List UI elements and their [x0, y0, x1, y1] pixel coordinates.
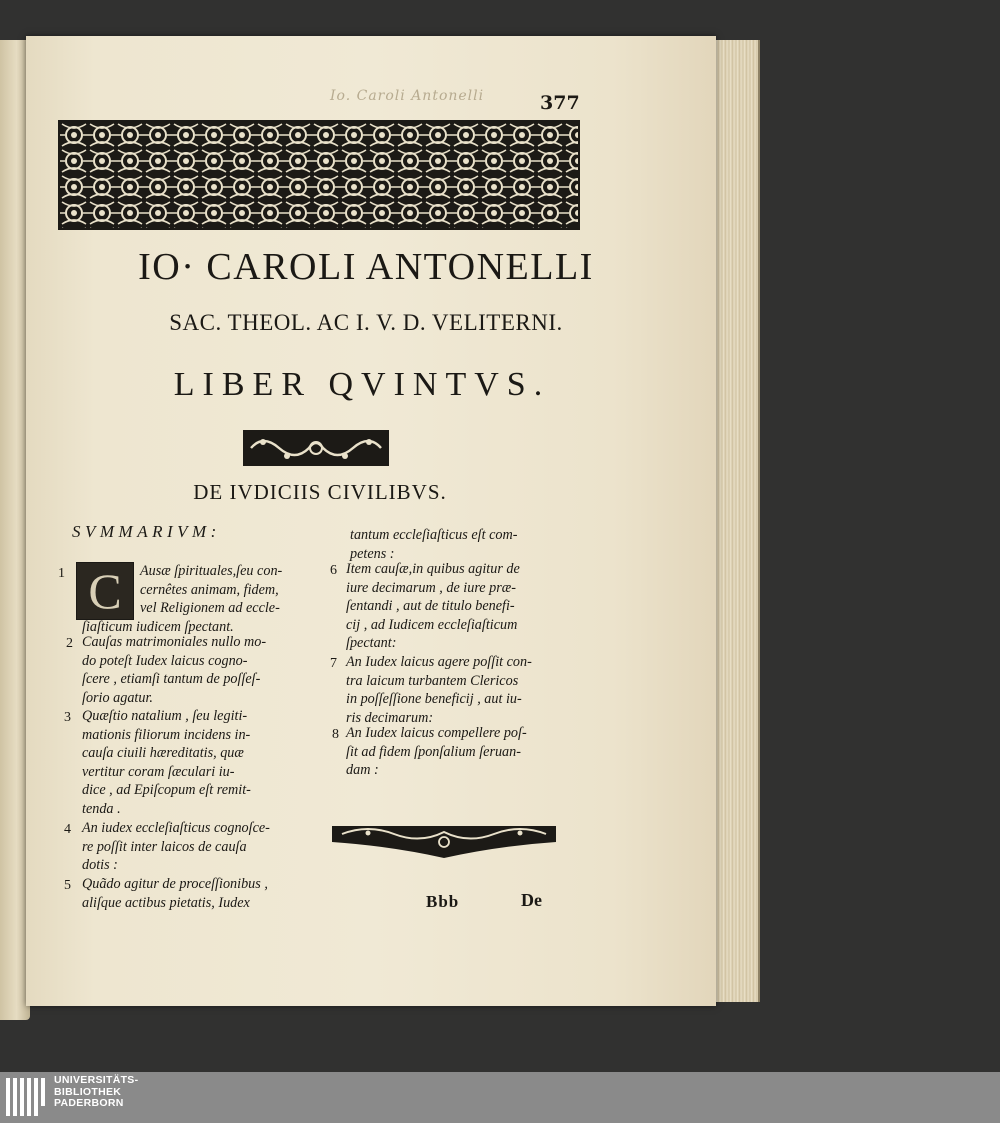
summary-line: ſentandi , aut de titulo benefi-: [346, 598, 515, 615]
summary-line: Cauſas matrimoniales nullo mo-: [82, 634, 267, 650]
drop-cap-initial: C: [76, 562, 134, 620]
summary-item-5: [82, 875, 322, 912]
summary-item-2: [82, 633, 322, 707]
summary-line: tantum eccleſiaſticus eſt com-: [350, 527, 518, 543]
small-ornament-icon: [243, 430, 389, 466]
summary-line: iure decimarum , de iure præ-: [346, 579, 516, 596]
item-number: 1: [58, 566, 65, 581]
book-title: LIBER QVINTVS.: [173, 366, 551, 403]
summary-line: ris decimarum:: [346, 709, 434, 726]
catchword: De: [521, 890, 542, 910]
ornament-header-band: [58, 120, 580, 230]
summary-line: ſorio agatur.: [82, 689, 153, 706]
summary-item-6: [346, 560, 586, 653]
summary-line: dotis :: [82, 857, 118, 874]
library-name-line: PADERBORN: [54, 1097, 124, 1109]
summary-line: vertitur coram ſæculari iu-: [82, 763, 235, 780]
summary-line: re poſſit inter laicos de cauſa: [82, 838, 247, 855]
page-number: 377: [540, 92, 580, 114]
summary-line: ſit ad fidem ſponſalium ſeruan-: [346, 743, 521, 760]
summary-line: ſcere , etiamſi tantum de poſſeſ-: [82, 671, 261, 688]
item-number: 7: [330, 656, 337, 671]
item-number: 6: [330, 563, 337, 578]
summary-item-4: [82, 819, 322, 875]
summary-line: dam :: [346, 762, 379, 779]
signature-mark: Bbb: [426, 892, 460, 911]
summary-line: cauſa ciuili hæreditatis, quæ: [82, 745, 244, 762]
summary-line: An Iudex laicus compellere poſ-: [346, 725, 527, 741]
summary-line: ſpectant:: [346, 635, 397, 652]
summary-item-1: [140, 562, 320, 618]
summary-line: vel Religionem ad eccle-: [140, 600, 280, 617]
library-logo-icon: [6, 1076, 48, 1118]
chapter-title: DE IVDICIIS CIVILIBVS.: [193, 480, 447, 504]
summary-line: dice , ad Epiſcopum eſt remit-: [82, 782, 251, 799]
summary-item-8: [346, 724, 586, 780]
summary-line: An Iudex laicus agere poſſit con-: [346, 654, 532, 670]
summary-line: ſiaſticum iudicem ſpectant.: [82, 619, 234, 635]
summary-line: tenda .: [82, 800, 121, 817]
summary-item-7: [346, 653, 586, 727]
summary-line: Quãdo agitur de proceſſionibus ,: [82, 876, 268, 892]
summary-line: in poſſeſſione beneficij , aut iu-: [346, 691, 522, 708]
author-title: SAC. THEOL. AC I. V. D. VELITERNI.: [169, 310, 563, 335]
tailpiece-ornament-icon: [328, 816, 560, 860]
summary-line: aliſque actibus pietatis, Iudex: [82, 894, 250, 911]
item-number: 5: [64, 878, 71, 893]
item-number: 8: [332, 727, 339, 742]
summary-line: tra laicum turbantem Clericos: [346, 672, 519, 689]
summary-item-5-continued: [350, 526, 590, 563]
library-name-line: UNIVERSITÄTS-: [54, 1074, 139, 1086]
summary-line: mationis filiorum incidens in-: [82, 726, 251, 743]
summary-line: petens :: [350, 545, 395, 562]
item-number: 3: [64, 710, 71, 725]
summary-line: cernêtes animam, fidem,: [140, 581, 279, 598]
summary-line: cij , ad Iudicem eccleſiaſticum: [346, 616, 518, 633]
summary-line: Item cauſæ,in quibus agitur de: [346, 561, 520, 577]
summary-line: do poteſt Iudex laicus cogno-: [82, 652, 248, 669]
author-name: IO· CAROLI ANTONELLI: [138, 246, 594, 288]
library-name-line: BIBLIOTHEK: [54, 1085, 122, 1098]
item-number: 4: [64, 822, 71, 837]
library-name: [54, 1075, 138, 1110]
item-number: 2: [66, 636, 73, 651]
summary-item-3: [82, 707, 322, 819]
summarium-label: SVMMARIVM:: [72, 522, 221, 541]
summary-line: Quæſtio natalium , ſeu legiti-: [82, 708, 248, 724]
running-head: Io. Caroli Antonelli: [330, 88, 485, 104]
summary-line: Ausæ ſpirituales,ſeu con-: [140, 563, 283, 579]
summary-line: An iudex eccleſiaſticus cognoſce-: [82, 820, 270, 836]
footer-bar: [0, 1072, 1000, 1123]
